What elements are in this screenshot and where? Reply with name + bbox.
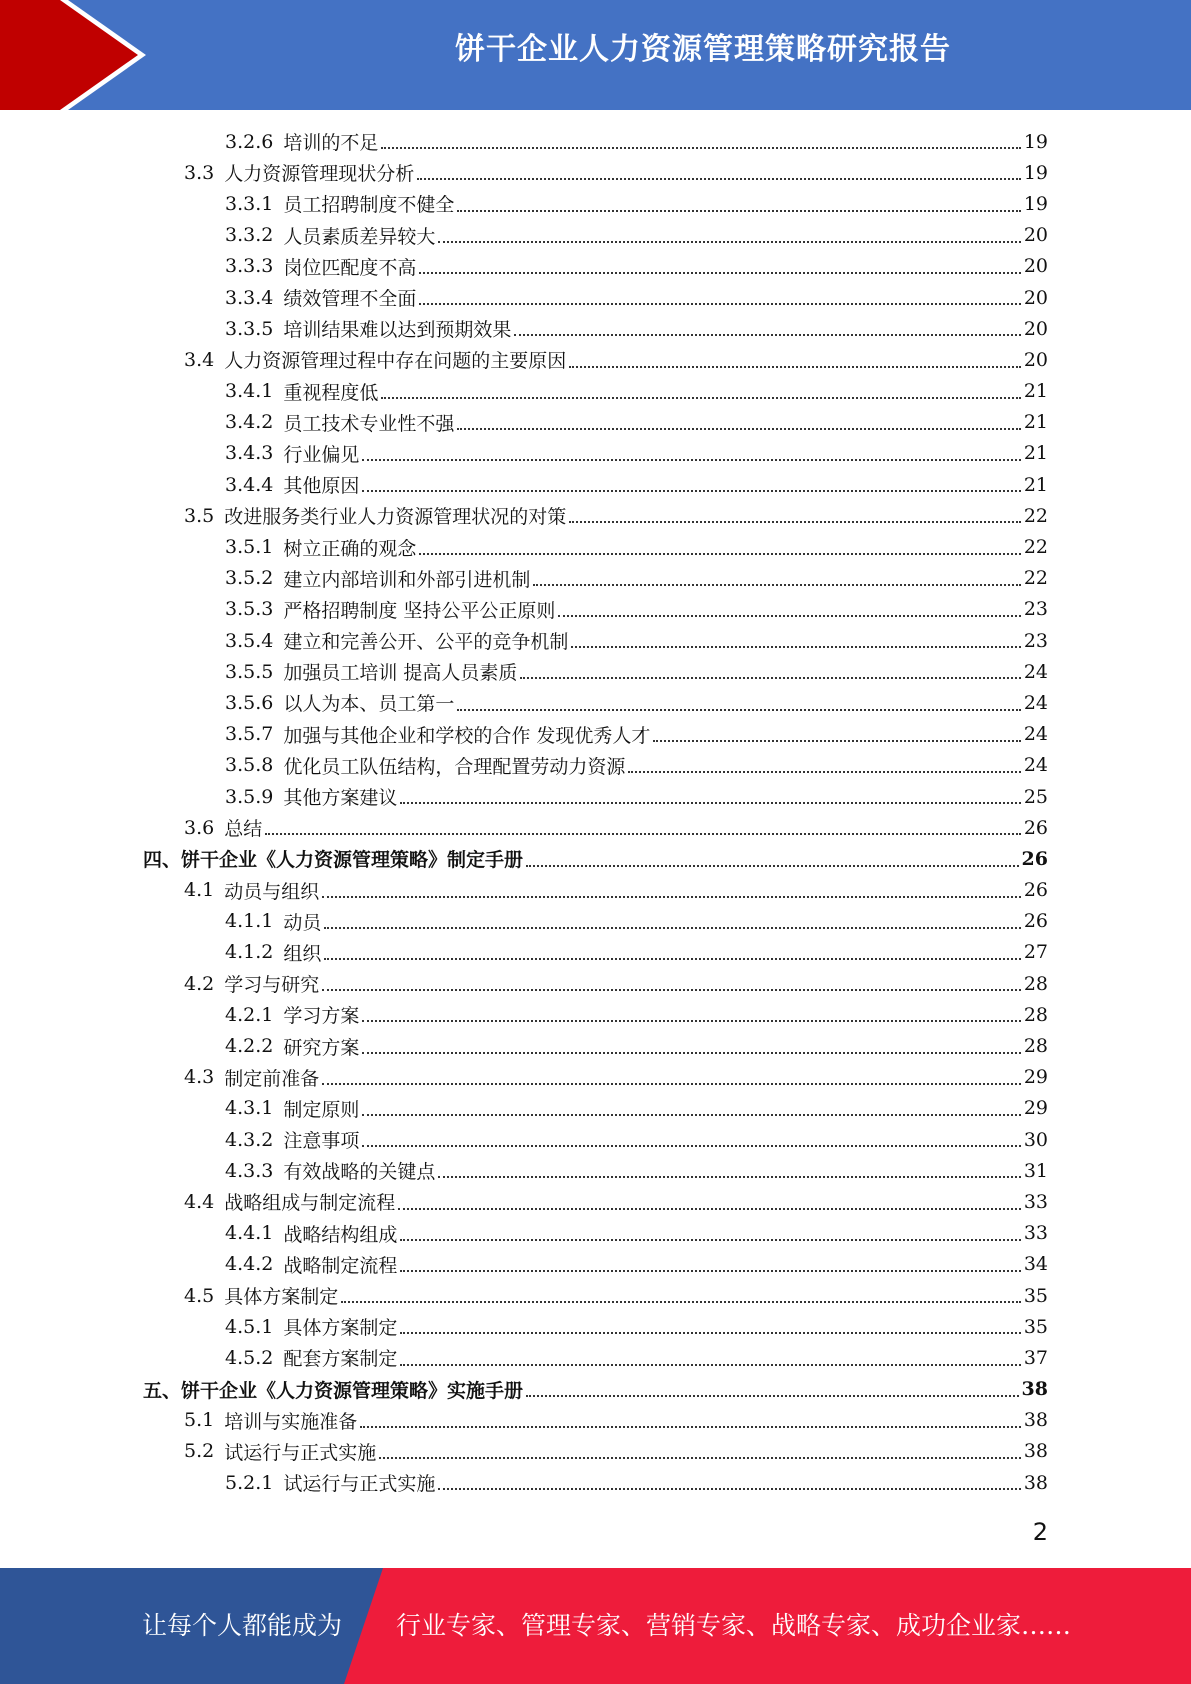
toc-entry-number: 3.3.4 [225,286,274,309]
toc-entry-number: 3.4.3 [225,442,274,465]
toc-entry[interactable] [0,625,1191,656]
toc-entry-number: 3.3.5 [225,317,274,340]
toc-entry-title: 配套方案制定 [283,1348,398,1371]
toc-entry-title: 试运行与正式实施 [224,1441,377,1464]
toc-entry-page: 37 [1023,1346,1048,1369]
toc-dot-leader [381,147,1020,149]
toc-dot-leader [628,771,1020,773]
toc-entry-title: 战略组成与制定流程 [224,1192,396,1215]
toc-entry-page: 35 [1023,1315,1048,1338]
toc-dot-leader [457,210,1020,212]
toc-entry-page: 21 [1023,473,1048,496]
toc-entry-title: 其他方案建议 [283,787,398,810]
toc-entry-title: 试运行与正式实施 [283,1473,436,1496]
footer-slogan-left: 让每个人都能成为 [142,1611,343,1640]
toc-entry[interactable] [0,376,1191,407]
toc-entry-title: 员工招聘制度不健全 [283,194,455,217]
toc-dot-leader [322,989,1021,991]
toc-entry-page: 26 [1023,910,1048,933]
toc-dot-leader [569,366,1021,368]
toc-entry-number: 4.3 [184,1066,215,1089]
toc-dot-leader [417,178,1021,180]
toc-entry-page: 38 [1023,1440,1048,1463]
toc-dot-leader [400,1332,1020,1334]
toc-entry-number: 3.5.4 [225,629,274,652]
toc-entry-title: 培训与实施准备 [224,1410,358,1433]
toc-entry-title: 改进服务类行业人力资源管理状况的对策 [224,506,567,529]
toc-entry-title: 以人为本、员工第一 [283,693,455,716]
toc-entry-page: 31 [1023,1159,1048,1182]
toc-entry-number: 4.2.1 [225,1003,274,1026]
toc-entry[interactable] [0,999,1191,1030]
toc-dot-leader [558,615,1020,617]
toc-dot-leader [438,241,1020,243]
toc-entry-title: 人力资源管理现状分析 [224,163,415,186]
toc-entry-number: 3.3.1 [225,192,274,215]
toc-entry-number: 4.3.3 [225,1159,274,1182]
toc-entry-number: 3.5.1 [225,536,274,559]
toc-entry-number: 4.2 [184,972,215,995]
toc-entry-title: 四、饼干企业《人力资源管理策略》制定手册 [143,849,524,872]
toc-entry-title: 员工技术专业性不强 [283,412,455,435]
toc-dot-leader [362,1114,1020,1116]
toc-entry-number: 4.5 [184,1284,215,1307]
toc-dot-leader [362,459,1020,461]
toc-entry-number: 3.4.4 [225,473,274,496]
toc-entry-number: 4.3.2 [225,1128,274,1151]
toc-dot-leader [362,1052,1020,1054]
toc-dot-leader [379,1457,1021,1459]
toc-entry[interactable] [0,1155,1191,1186]
toc-entry[interactable] [0,1467,1191,1498]
toc-entry-number: 4.3.1 [225,1097,274,1120]
toc-entry[interactable] [0,1311,1191,1342]
toc-dot-leader [400,1270,1020,1272]
toc-entry-title: 战略制定流程 [283,1254,398,1277]
toc-dot-leader [362,1020,1020,1022]
toc-entry-title: 培训的不足 [283,132,379,155]
toc-entry-number: 3.5 [184,504,215,527]
toc-dot-leader [400,1364,1020,1366]
toc-entry-page: 29 [1023,1066,1048,1089]
toc-entry[interactable] [0,1280,1191,1311]
toc-entry-page: 30 [1023,1128,1048,1151]
toc-entry-page: 26 [1023,879,1048,902]
toc-dot-leader [571,646,1020,648]
toc-entry-number: 4.4.2 [225,1253,274,1276]
toc-dot-leader [360,1426,1021,1428]
toc-entry-title: 优化员工队伍结构，合理配置劳动力资源 [283,755,626,778]
toc-entry-page: 20 [1023,348,1048,371]
toc-entry-page: 24 [1023,754,1048,777]
toc-dot-leader [438,1488,1020,1490]
toc-entry-number: 3.5.2 [225,567,274,590]
toc-dot-leader [514,334,1020,336]
toc-entry[interactable] [0,251,1191,282]
toc-entry-title: 加强与其他企业和学校的合作 发现优秀人才 [283,724,651,747]
report-title: 饼干企业人力资源管理策略研究报告 [455,32,951,67]
toc-entry-page: 23 [1023,629,1048,652]
toc-entry-number: 4.2.2 [225,1035,274,1058]
toc-entry[interactable] [0,968,1191,999]
toc-entry-title: 培训结果难以达到预期效果 [283,319,512,342]
toc-entry-number: 3.5.3 [225,598,274,621]
toc-entry-page: 27 [1023,941,1048,964]
toc-entry[interactable] [0,157,1191,188]
toc-entry-page: 20 [1023,286,1048,309]
toc-entry-page: 19 [1023,130,1048,153]
toc-entry[interactable] [0,126,1191,157]
toc-entry-number: 4.4.1 [225,1222,274,1245]
toc-entry[interactable] [0,937,1191,968]
toc-entry-number: 3.2.6 [225,130,274,153]
toc-entry-page: 19 [1023,192,1048,215]
toc-entry-title: 动员与组织 [224,880,320,903]
toc-entry[interactable] [0,687,1191,718]
toc-entry-page: 24 [1023,660,1048,683]
toc-entry-title: 五、饼干企业《人力资源管理策略》实施手册 [143,1379,524,1402]
toc-dot-leader [362,490,1020,492]
toc-entry-title: 具体方案制定 [224,1286,339,1309]
toc-entry-title: 注意事项 [283,1130,360,1153]
toc-entry-title: 制定前准备 [224,1067,320,1090]
toc-entry[interactable] [0,1124,1191,1155]
toc-entry-page: 28 [1023,1035,1048,1058]
toc-entry-number: 4.4 [184,1190,215,1213]
toc-entry[interactable] [0,563,1191,594]
toc-entry-title: 具体方案制定 [283,1317,398,1340]
toc-entry-title: 研究方案 [283,1036,360,1059]
toc-entry-page: 20 [1023,224,1048,247]
table-of-contents [0,126,1191,1498]
page-number: 2 [1032,1518,1048,1546]
toc-entry[interactable] [0,313,1191,344]
toc-entry[interactable] [0,1436,1191,1467]
toc-entry-title: 总结 [224,818,263,841]
toc-entry-title: 战略结构组成 [283,1223,398,1246]
toc-entry-number: 3.6 [184,816,215,839]
toc-dot-leader [419,272,1020,274]
toc-entry[interactable] [0,906,1191,937]
toc-entry-page: 23 [1023,598,1048,621]
toc-entry-title: 重视程度低 [283,381,379,404]
toc-entry[interactable] [0,812,1191,843]
toc-entry-page: 22 [1023,536,1048,559]
toc-entry-page: 20 [1023,255,1048,278]
toc-entry-page: 24 [1023,691,1048,714]
toc-entry[interactable] [0,750,1191,781]
toc-entry-title: 制定原则 [283,1098,360,1121]
toc-dot-leader [265,833,1021,835]
toc-entry-title: 人力资源管理过程中存在问题的主要原因 [224,350,567,373]
toc-dot-leader [324,927,1020,929]
toc-entry[interactable] [0,1374,1191,1405]
toc-entry-title: 树立正确的观念 [283,537,417,560]
toc-dot-leader [398,1208,1021,1210]
toc-entry-page: 33 [1023,1190,1048,1213]
toc-dot-leader [520,677,1020,679]
toc-entry-page: 21 [1023,442,1048,465]
toc-entry-number: 4.1.1 [225,910,274,933]
toc-entry[interactable] [0,1186,1191,1217]
toc-entry-page: 20 [1023,317,1048,340]
toc-entry[interactable] [0,1030,1191,1061]
toc-entry[interactable] [0,1249,1191,1280]
toc-entry-page: 25 [1023,785,1048,808]
page-footer [0,1568,1191,1684]
toc-entry-title: 学习与研究 [224,974,320,997]
toc-entry-title: 绩效管理不全面 [283,288,417,311]
toc-entry[interactable] [0,531,1191,562]
toc-entry[interactable] [0,1405,1191,1436]
toc-dot-leader [362,1145,1020,1147]
toc-entry[interactable] [0,1062,1191,1093]
toc-dot-leader [381,397,1020,399]
toc-entry-title: 人员素质差异较大 [283,225,436,248]
toc-entry-title: 组织 [283,942,322,965]
toc-entry-page: 22 [1023,567,1048,590]
toc-entry-title: 其他原因 [283,475,360,498]
toc-entry-number: 5.2 [184,1440,215,1463]
toc-entry-title: 动员 [283,911,322,934]
toc-entry-number: 3.5.5 [225,660,274,683]
toc-entry-number: 3.4.1 [225,380,274,403]
toc-entry[interactable] [0,438,1191,469]
toc-entry-page: 28 [1023,972,1048,995]
toc-entry-number: 3.3 [184,161,215,184]
toc-entry[interactable] [0,500,1191,531]
toc-entry-page: 26 [1023,816,1048,839]
toc-entry-number: 4.1.2 [225,941,274,964]
toc-entry-page: 38 [1021,1378,1048,1401]
toc-entry-title: 岗位匹配度不高 [283,256,417,279]
toc-entry[interactable] [0,220,1191,251]
toc-entry-page: 19 [1023,161,1048,184]
toc-entry-page: 21 [1023,380,1048,403]
toc-entry[interactable] [0,188,1191,219]
toc-entry[interactable] [0,1093,1191,1124]
toc-dot-leader [419,553,1020,555]
toc-entry-title: 严格招聘制度 坚持公平公正原则 [283,599,556,622]
toc-entry-number: 3.5.8 [225,754,274,777]
toc-entry-title: 加强员工培训 提高人员素质 [283,662,518,685]
toc-dot-leader [400,1239,1020,1241]
toc-entry-page: 21 [1023,411,1048,434]
toc-dot-leader [438,1176,1020,1178]
toc-entry[interactable] [0,1342,1191,1373]
toc-entry[interactable] [0,344,1191,375]
toc-dot-leader [457,428,1020,430]
toc-entry-title: 建立和完善公开、公平的竞争机制 [283,631,569,654]
toc-dot-leader [400,802,1020,804]
toc-entry[interactable] [0,843,1191,874]
toc-dot-leader [322,1083,1021,1085]
toc-dot-leader [419,303,1020,305]
toc-entry-number: 3.5.7 [225,723,274,746]
toc-entry-page: 28 [1023,1003,1048,1026]
toc-entry-number: 5.1 [184,1409,215,1432]
toc-entry-page: 24 [1023,723,1048,746]
toc-entry-page: 35 [1023,1284,1048,1307]
toc-entry-number: 4.5.1 [225,1315,274,1338]
toc-dot-leader [322,896,1021,898]
toc-dot-leader [653,740,1020,742]
toc-dot-leader [569,521,1021,523]
page-header [0,0,1191,110]
toc-entry-number: 3.4 [184,348,215,371]
toc-entry[interactable] [0,594,1191,625]
toc-entry-number: 3.3.3 [225,255,274,278]
toc-dot-leader [324,958,1020,960]
toc-entry-page: 34 [1023,1253,1048,1276]
footer-slogan-right: 行业专家、管理专家、营销专家、战略专家、成功企业家…… [396,1611,1072,1640]
toc-entry-page: 29 [1023,1097,1048,1120]
toc-entry[interactable] [0,719,1191,750]
toc-entry-number: 3.3.2 [225,224,274,247]
toc-entry-number: 5.2.1 [225,1471,274,1494]
toc-dot-leader [526,865,1019,867]
toc-dot-leader [533,584,1020,586]
toc-entry-number: 3.4.2 [225,411,274,434]
toc-entry-page: 26 [1021,847,1048,870]
toc-entry[interactable] [0,407,1191,438]
toc-entry-title: 有效战略的关键点 [283,1161,436,1184]
header-arrow-decoration [0,0,160,110]
toc-entry-page: 22 [1023,504,1048,527]
toc-entry-number: 3.5.9 [225,785,274,808]
toc-entry-number: 4.1 [184,879,215,902]
toc-dot-leader [526,1395,1019,1397]
toc-entry[interactable] [0,781,1191,812]
toc-entry-number: 3.5.6 [225,691,274,714]
toc-entry[interactable] [0,656,1191,687]
toc-dot-leader [457,709,1020,711]
toc-dot-leader [341,1301,1021,1303]
toc-entry[interactable] [0,469,1191,500]
toc-entry[interactable] [0,1218,1191,1249]
toc-entry-title: 学习方案 [283,1005,360,1028]
toc-entry-page: 38 [1023,1409,1048,1432]
toc-entry[interactable] [0,282,1191,313]
toc-entry-page: 33 [1023,1222,1048,1245]
toc-entry-page: 38 [1023,1471,1048,1494]
toc-entry[interactable] [0,875,1191,906]
toc-entry-title: 行业偏见 [283,443,360,466]
toc-entry-title: 建立内部培训和外部引进机制 [283,568,531,591]
toc-entry-number: 4.5.2 [225,1346,274,1369]
